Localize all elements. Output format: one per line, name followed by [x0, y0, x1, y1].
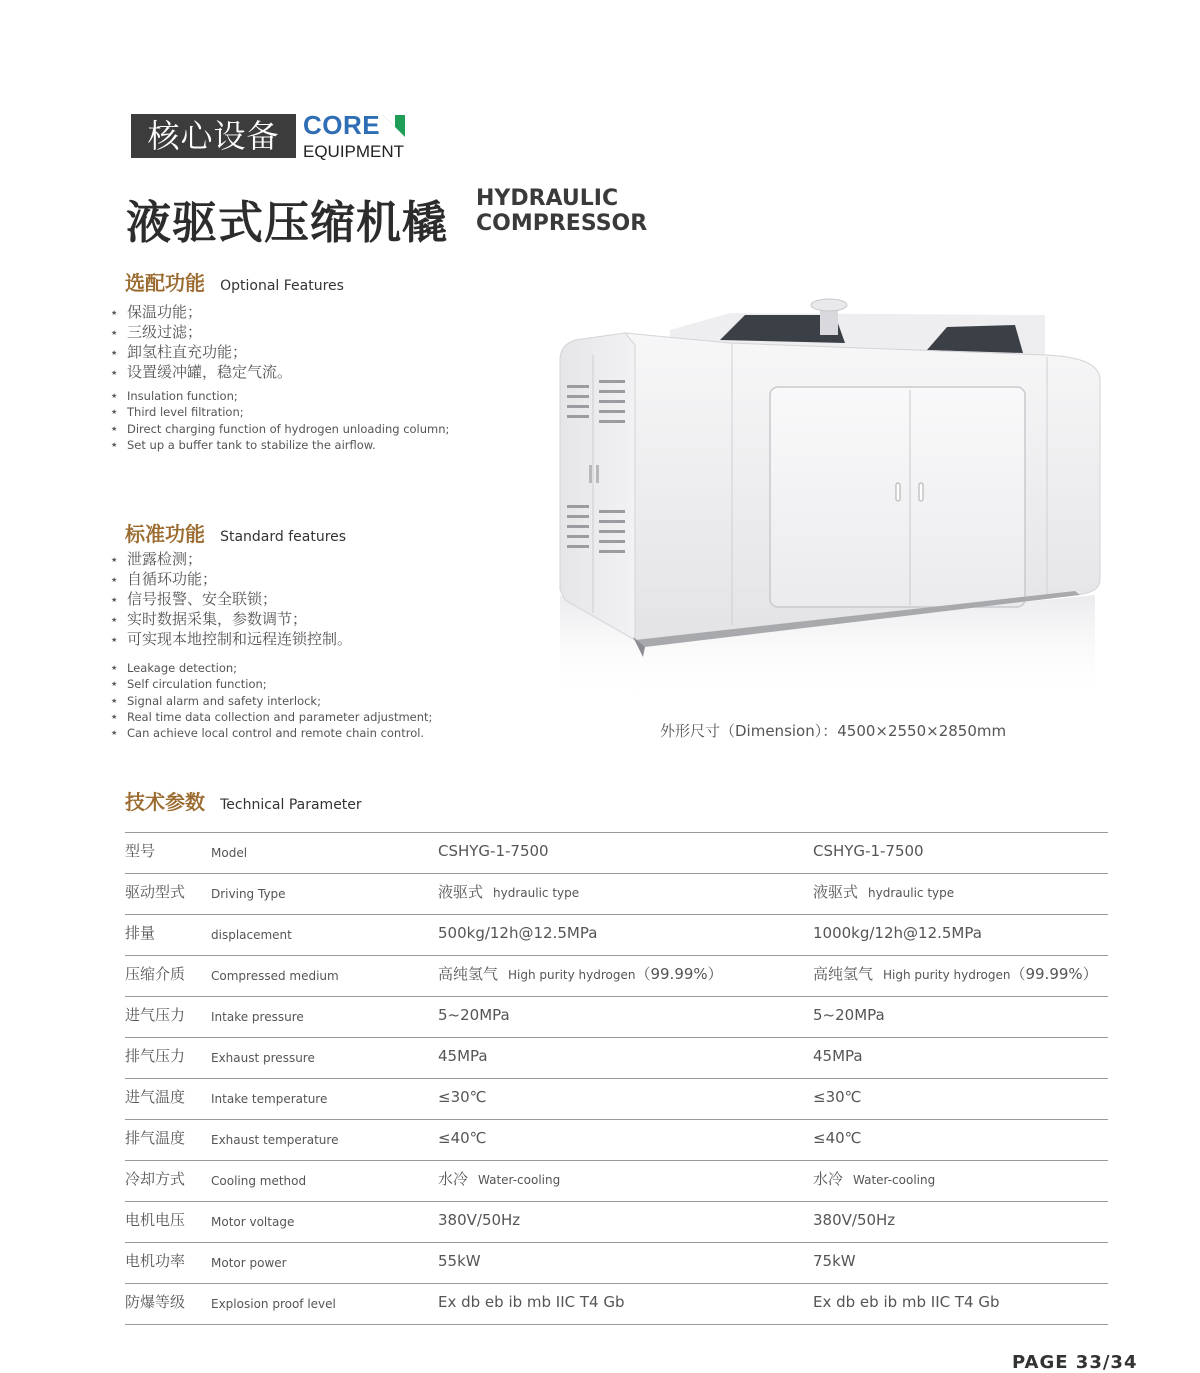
param-value-2: 1000kg/12h@12.5MPa — [813, 924, 982, 942]
optional-list-en — [111, 388, 449, 453]
param-name-en: Motor power — [211, 1256, 287, 1270]
table-row — [125, 832, 1108, 873]
list-item: ★ Set up a buffer tank to stabilize the airflow. — [111, 437, 449, 453]
technical-heading-en: Technical Parameter — [220, 797, 362, 813]
standard-list-cn — [111, 549, 352, 649]
param-name-cn: 防爆等级 — [125, 1293, 186, 1311]
param-value-2: 380V/50Hz — [813, 1211, 896, 1229]
page-number: PAGE 33/34 — [1012, 1352, 1138, 1373]
list-item: ★ 三级过滤； — [111, 322, 292, 342]
list-item: ★ Self circulation function; — [111, 676, 432, 692]
standard-list-en — [111, 660, 432, 741]
param-value-1: 液驱式 hydraulic type — [438, 883, 580, 901]
param-name-en: Explosion proof level — [211, 1297, 336, 1311]
list-item: ★ Third level filtration; — [111, 404, 449, 420]
core-label: CORE — [303, 110, 381, 140]
param-name-en: displacement — [211, 928, 292, 942]
list-item: ★ 实时数据采集，参数调节； — [111, 609, 352, 629]
param-value-1: 45MPa — [438, 1047, 488, 1065]
param-value-2: 液驱式 hydraulic type — [813, 883, 955, 901]
list-item: ★ Signal alarm and safety interlock; — [111, 693, 432, 709]
param-value-1: 55kW — [438, 1252, 481, 1270]
param-value-1: 380V/50Hz — [438, 1211, 521, 1229]
standard-heading-cn: 标准功能 — [125, 522, 205, 546]
param-name-en: Compressed medium — [211, 969, 339, 983]
param-name-en: Cooling method — [211, 1174, 307, 1188]
param-value-2: 水冷 Water-cooling — [813, 1170, 936, 1188]
param-value-2: ≤40℃ — [813, 1129, 862, 1147]
table-row — [125, 1283, 1108, 1325]
param-name-cn: 排气压力 — [125, 1047, 186, 1065]
param-name-en: Exhaust temperature — [211, 1133, 339, 1147]
list-item: ★ 信号报警、安全联锁； — [111, 589, 352, 609]
list-item: ★ Insulation function; — [111, 388, 449, 404]
equipment-label: EQUIPMENT — [303, 142, 405, 161]
param-value-2: ≤30℃ — [813, 1088, 862, 1106]
param-name-cn: 电机电压 — [125, 1211, 186, 1229]
category-badge: 核心设备 — [131, 114, 296, 158]
list-item: ★ Real time data collection and parameter adjustment; — [111, 709, 432, 725]
param-name-cn: 排气温度 — [125, 1129, 186, 1147]
param-name-en: Driving Type — [211, 887, 286, 901]
table-row — [125, 1119, 1108, 1160]
table-row — [125, 996, 1108, 1037]
param-value-2: 75kW — [813, 1252, 856, 1270]
technical-heading-cn: 技术参数 — [125, 790, 205, 814]
param-name-cn: 进气温度 — [125, 1088, 186, 1106]
param-name-en: Exhaust pressure — [211, 1051, 315, 1065]
param-name-cn: 冷却方式 — [125, 1170, 186, 1188]
page-title-cn: 液驱式压缩机橇 — [126, 196, 449, 249]
list-item: ★ 保温功能； — [111, 302, 292, 322]
optional-list-cn — [111, 302, 292, 382]
table-row — [125, 1078, 1108, 1119]
corner-triangle-icon — [383, 115, 405, 137]
optional-heading — [125, 267, 344, 296]
table-row — [125, 955, 1108, 996]
standard-heading — [125, 518, 346, 547]
list-item: ★ Leakage detection; — [111, 660, 432, 676]
param-value-1: 500kg/12h@12.5MPa — [438, 924, 598, 942]
table-row — [125, 1201, 1108, 1242]
optional-heading-cn: 选配功能 — [125, 271, 205, 295]
param-name-cn: 电机功率 — [125, 1252, 186, 1270]
param-name-en: Intake pressure — [211, 1010, 304, 1024]
param-value-2: 45MPa — [813, 1047, 863, 1065]
technical-heading — [125, 786, 362, 815]
table-row — [125, 873, 1108, 914]
param-value-2: CSHYG-1-7500 — [813, 842, 924, 860]
param-value-1: ≤30℃ — [438, 1088, 487, 1106]
param-value-2: Ex db eb ib mb IIC T4 Gb — [813, 1293, 1000, 1311]
param-name-cn: 进气压力 — [125, 1006, 186, 1024]
compressor-skid-image — [555, 295, 1105, 715]
table-row — [125, 1037, 1108, 1078]
list-item: ★ 可实现本地控制和远程连锁控制。 — [111, 629, 352, 649]
page-title-en — [476, 186, 647, 236]
param-value-1: Ex db eb ib mb IIC T4 Gb — [438, 1293, 625, 1311]
param-value-2: 高纯氢气 High purity hydrogen（99.99%） — [813, 965, 1098, 983]
param-value-1: CSHYG-1-7500 — [438, 842, 549, 860]
param-name-cn: 压缩介质 — [125, 965, 186, 983]
param-value-1: 高纯氢气 High purity hydrogen（99.99%） — [438, 965, 723, 983]
table-row — [125, 1242, 1108, 1283]
list-item: ★ Direct charging function of hydrogen unloading column; — [111, 421, 449, 437]
list-item: ★ 设置缓冲罐，稳定气流。 — [111, 362, 292, 382]
list-item: ★ 自循环功能； — [111, 569, 352, 589]
param-name-en: Motor voltage — [211, 1215, 295, 1229]
title-en-line1: HYDRAULIC — [476, 186, 619, 211]
dimension-caption: 外形尺寸（Dimension）：4500×2550×2850mm — [660, 722, 1007, 740]
param-name-cn: 型号 — [125, 842, 156, 860]
table-row — [125, 914, 1108, 955]
optional-heading-en: Optional Features — [220, 278, 344, 294]
param-name-en: Intake temperature — [211, 1092, 328, 1106]
param-value-1: 5~20MPa — [438, 1006, 510, 1024]
parameter-table — [125, 832, 1108, 1325]
param-name-cn: 驱动型式 — [125, 883, 186, 901]
param-name-en: Model — [211, 846, 248, 860]
param-value-1: 水冷 Water-cooling — [438, 1170, 561, 1188]
standard-heading-en: Standard features — [220, 529, 347, 545]
list-item: ★ Can achieve local control and remote chain control. — [111, 725, 432, 741]
table-row — [125, 1160, 1108, 1201]
param-name-cn: 排量 — [125, 924, 156, 942]
title-en-line2: COMPRESSOR — [476, 211, 648, 236]
param-value-1: ≤40℃ — [438, 1129, 487, 1147]
param-value-2: 5~20MPa — [813, 1006, 885, 1024]
list-item: ★ 泄露检测； — [111, 549, 352, 569]
list-item: ★ 卸氢柱直充功能； — [111, 342, 292, 362]
